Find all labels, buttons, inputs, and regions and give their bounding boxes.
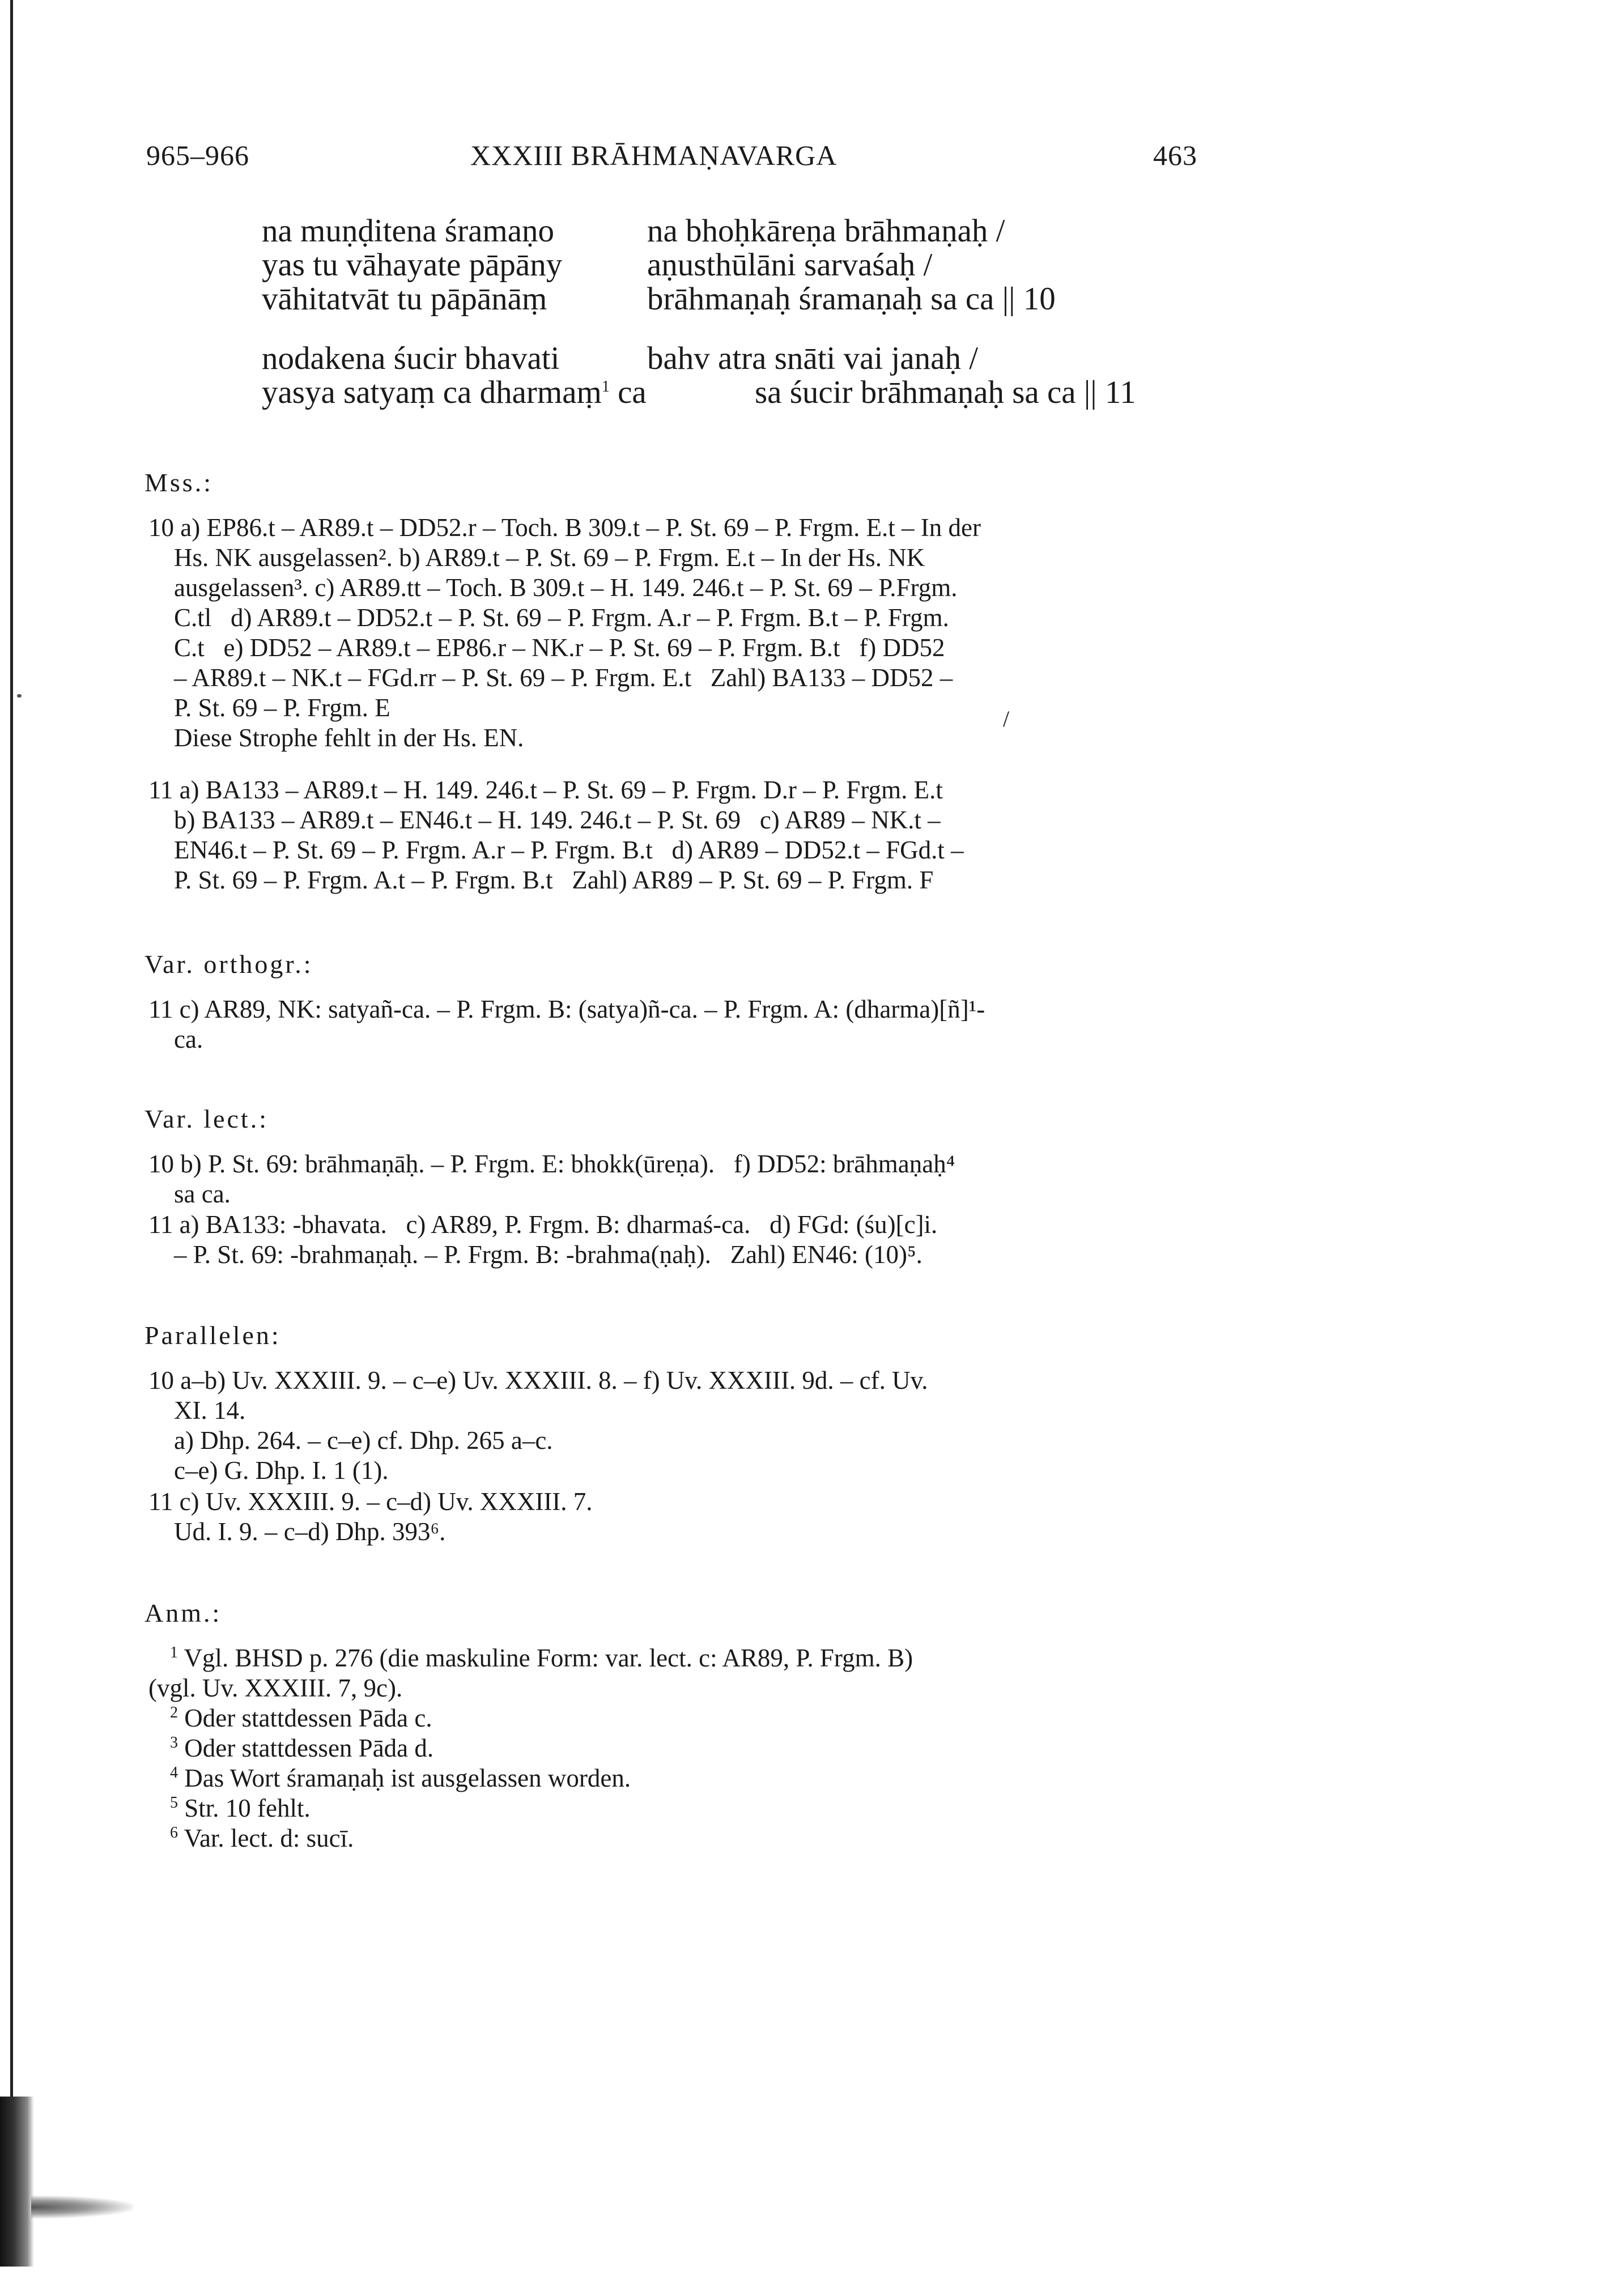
- var-lect-10-text: 10 b) P. St. 69: brāhmaṇāḥ. – P. Frgm. E: bhokk(ūreṇa). f) DD52: brāhmaṇaḥ⁴ sa ca.: [148, 1150, 955, 1208]
- verse-11c-text: yasya satyaṃ ca dharmaṃ: [262, 375, 602, 410]
- header-chapter-title: XXXIII BRĀHMAṆAVARGA: [470, 139, 837, 171]
- footnote-text: Var. lect. d: sucī.: [184, 1824, 354, 1852]
- footnote-5: [170, 1793, 311, 1823]
- verse-10b: na bhoḥkāreṇa brāhmaṇaḥ /: [647, 213, 1005, 249]
- scan-smudge: [31, 2196, 133, 2218]
- footnote-number: 6: [170, 1824, 178, 1842]
- section-parallelen-heading: Parallelen:: [144, 1321, 281, 1350]
- footnote-text: Oder stattdessen Pāda c.: [184, 1704, 432, 1732]
- verse-10a: na muṇḍitena śramaṇo: [262, 213, 555, 249]
- verse-11d: sa śucir brāhmaṇaḥ sa ca || 11: [755, 375, 1136, 410]
- verse-11b: bahv atra snāti vai janaḥ /: [647, 341, 979, 376]
- footnote-text: Str. 10 fehlt.: [184, 1794, 311, 1822]
- footnote-4: [170, 1763, 631, 1793]
- header-page-range: 965–966: [146, 139, 249, 171]
- footnote-number: 5: [170, 1794, 178, 1812]
- section-var-lect-heading: Var. lect.:: [144, 1104, 269, 1133]
- footnote-1-continued: [148, 1673, 402, 1703]
- section-mss-heading: Mss.:: [144, 468, 213, 497]
- footnote-ref-1: 1: [601, 378, 610, 396]
- footnote-number: 4: [170, 1764, 178, 1781]
- footnote-number: 3: [170, 1734, 178, 1751]
- footnote-2: [170, 1703, 432, 1733]
- mss-11-text: 11 a) BA133 – AR89.t – H. 149. 246.t – P. St. 69 – P. Frgm. D.r – P. Frgm. E.t b) BA133 – AR89.t – EN46.t – H. 149. 246.t – P. St. 69 c) AR89 – NK.t – EN46.t – P. St. 69 – P. Frgm. A.r – P. Frgm. B.t d) AR89 – DD52.t – FGd.t – P. St. 69 – P. Frgm. A.t – P. Frgm. B.t Zahl) AR89 – P. St. 69 – P. Frgm. F: [148, 776, 964, 894]
- parallelen-10-text: 10 a–b) Uv. XXXIII. 9. – c–e) Uv. XXXIII. 8. – f) Uv. XXXIII. 9d. – cf. Uv. XI. 14. a) Dhp. 264. – c–e) cf. Dhp. 265 a–c. c–e) G. Dhp. I. 1 (1).: [148, 1366, 928, 1485]
- section-var-orthogr-heading: Var. orthogr.:: [144, 950, 313, 979]
- footnote-number: 1: [170, 1644, 178, 1661]
- mss-10-text: 10 a) EP86.t – AR89.t – DD52.r – Toch. B 309.t – P. St. 69 – P. Frgm. E.t – In der Hs. NK ausgelassen². b) AR89.t – P. St. 69 – P. Frgm. E.t – In der Hs. NK ausgelassen³. c) AR89.tt – Toch. B 309.t – H. 149. 246.t – P. St. 69 – P.Frgm. C.tl d) AR89.t – DD52.t – P. St. 69 – P. Frgm. A.r – P. Frgm. B.t – P. Frgm. C.t e) DD52 – AR89.t – EP86.r – NK.r – P. St. 69 – P. Frgm. B.t f) DD52 – AR89.t – NK.t – FGd.rr – P. St. 69 – P. Frgm. E.t Zahl) BA133 – DD52 – P. St. 69 – P. Frgm. E Diese Strophe fehlt in der Hs. EN.: [148, 513, 981, 752]
- parallelen-11-text: 11 c) Uv. XXXIII. 9. – c–d) Uv. XXXIII. 7. Ud. I. 9. – c–d) Dhp. 393⁶.: [148, 1487, 593, 1546]
- verse-11c-ca: ca: [618, 375, 647, 410]
- scan-dot: [17, 694, 22, 698]
- footnote-text: Vgl. BHSD p. 276 (die maskuline Form: var. lect. c: AR89, P. Frgm. B): [184, 1644, 913, 1672]
- section-anm-heading: Anm.:: [144, 1598, 222, 1627]
- footnote-number: 2: [170, 1704, 178, 1721]
- footnote-6: [170, 1823, 354, 1853]
- footnote-text: (vgl. Uv. XXXIII. 7, 9c).: [148, 1674, 403, 1702]
- footnote-1: [170, 1643, 913, 1673]
- verse-10d: aṇusthūlāni sarvaśaḥ /: [647, 247, 933, 283]
- header-page-number: 463: [1153, 139, 1197, 171]
- stray-mark: /: [1003, 706, 1010, 732]
- scan-edge-smudge: [0, 2097, 34, 2267]
- verse-10e: vāhitatvāt tu pāpānāṃ: [262, 281, 547, 317]
- var-lect-11-text: 11 a) BA133: -bhavata. c) AR89, P. Frgm. B: dharmaś-ca. d) FGd: (śu)[c]i. – P. St. 69: -brahmaṇaḥ. – P. Frgm. B: -brahma(ṇaḥ). Zahl) EN46: (10)⁵.: [148, 1210, 938, 1269]
- scan-edge-line: [10, 0, 13, 2267]
- footnote-text: Oder stattdessen Pāda d.: [184, 1734, 434, 1762]
- verse-10f: brāhmaṇaḥ śramaṇaḥ sa ca || 10: [647, 281, 1056, 317]
- var-orthogr-11-text: 11 c) AR89, NK: satyañ-ca. – P. Frgm. B: (satya)ñ-ca. – P. Frgm. A: (dharma)[ñ]¹- ca.: [148, 995, 985, 1053]
- verse-11c: [262, 374, 647, 411]
- footnote-text: Das Wort śramaṇaḥ ist ausgelassen worden.: [184, 1764, 631, 1792]
- verse-10c: yas tu vāhayate pāpāny: [262, 247, 563, 283]
- footnote-3: [170, 1733, 433, 1763]
- verse-11a: nodakena śucir bhavati: [262, 341, 560, 376]
